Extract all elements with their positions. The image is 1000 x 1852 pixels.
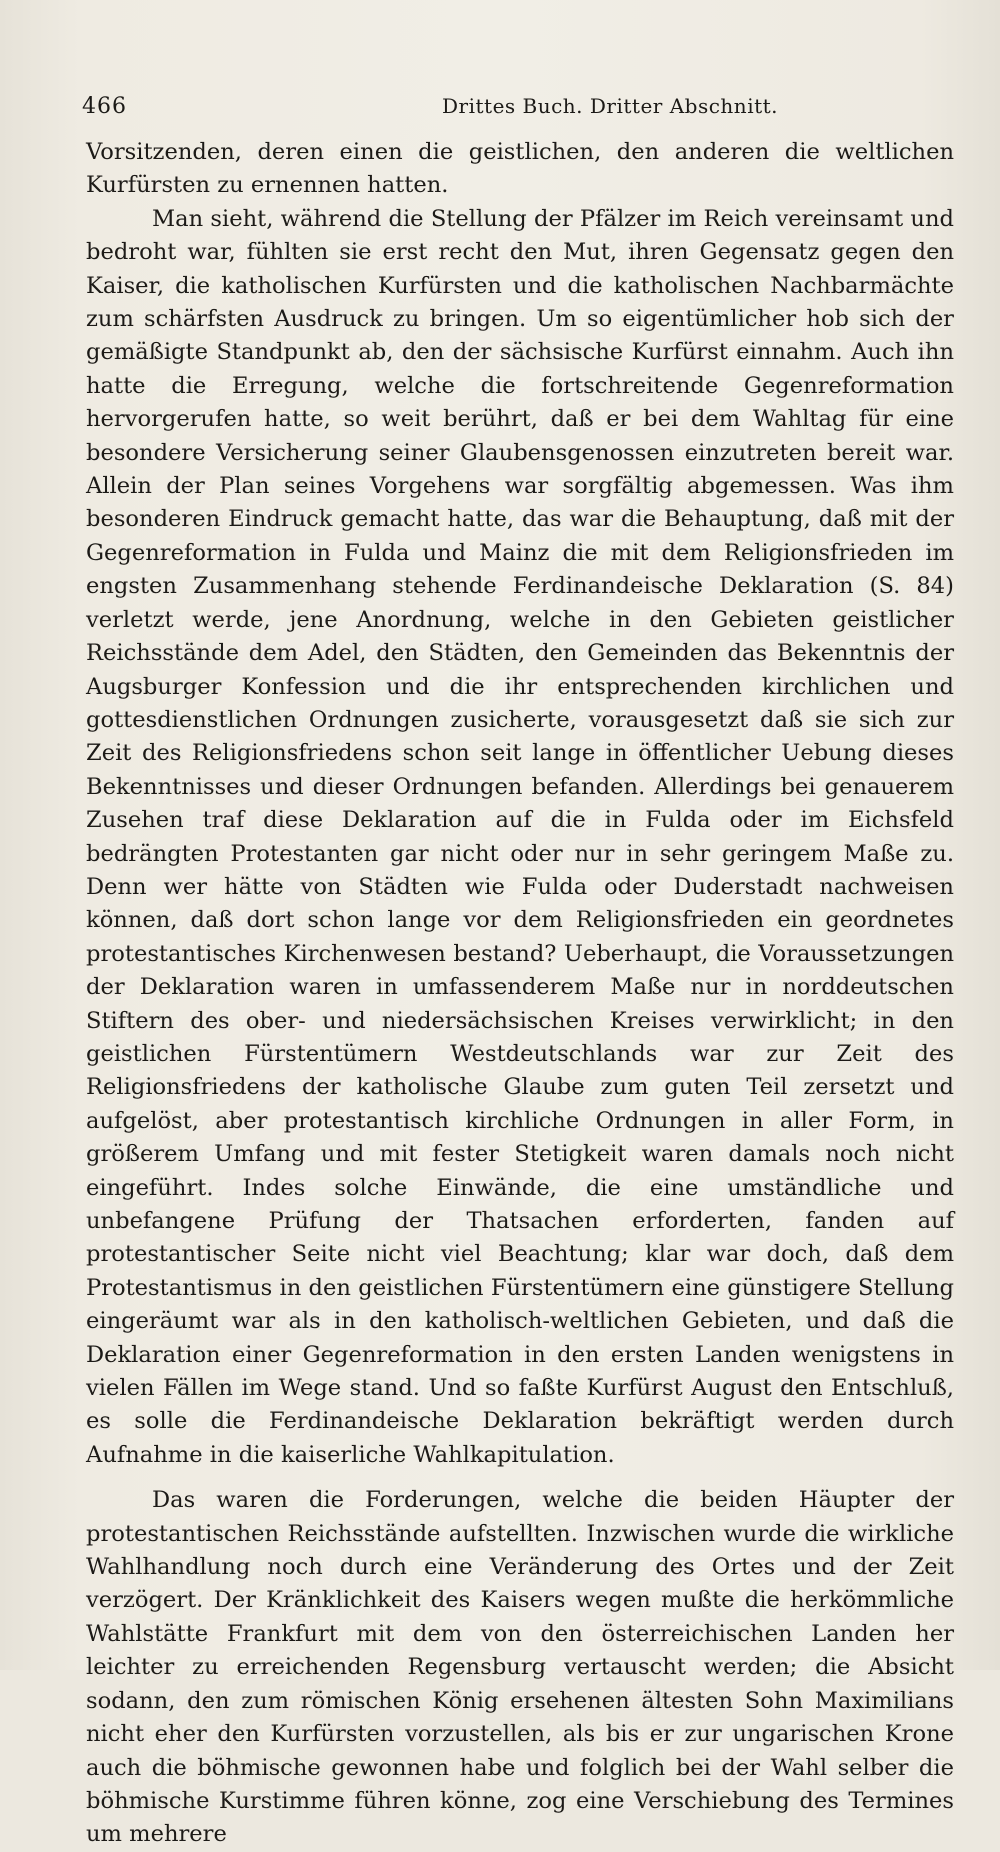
paragraph-continuation: Vorsitzenden, deren einen die geistlichen, den anderen die weltlichen Kurfürsten zu ernennen hatten. [86, 139, 954, 199]
body-text [86, 136, 954, 1852]
paragraph: Man sieht, während die Stellung der Pfälzer im Reich vereinsamt und bedroht war, fühlten sie erst recht den Mut, ihren Gegensatz gegen den Kaiser, die katholischen Kurfürsten und die katholischen Nachbarmächte zum schärfsten Ausdruck zu bringen. Um so eigentümlicher hob sich der gemäßigte Standpunkt ab, den der sächsische Kurfürst einnahm. Auch ihn hatte die Erregung, welche die fortschreitende Gegenreformation hervorgerufen hatte, so weit berührt, daß er bei dem Wahltag für eine besondere Versicherung seiner Glaubensgenossen einzutreten bereit war. Allein der Plan seines Vorgehens war sorgfältig abgemessen. Was ihm besonderen Eindruck gemacht hatte, das war die Behauptung, daß mit der Gegenreformation in Fulda und Mainz die mit dem Religionsfrieden im engsten Zusammenhang stehende Ferdinandeische Deklaration (S. 84) verletzt werde, jene Anordnung, welche in den Gebieten geistlicher Reichsstände dem Adel, den Städten, den Gemeinden das Bekenntnis der Augsburger Konfession und die ihr entsprechenden kirchlichen und gottesdienstlichen Ordnungen zusicherte, vorausgesetzt daß sie sich zur Zeit des Religionsfriedens schon seit lange in öffentlicher Uebung dieses Bekenntnisses und dieser Ordnungen befanden. Allerdings bei genauerem Zusehen traf diese Deklaration auf die in Fulda oder im Eichsfeld bedrängten Protestanten gar nicht oder nur in sehr geringem Maße zu. Denn wer hätte von Städten wie Fulda oder Duderstadt nachweisen können, daß dort schon lange vor dem Religionsfrieden ein geordnetes protestantisches Kirchenwesen bestand? Ueberhaupt, die Voraussetzungen der Deklaration waren in umfassenderem Maße nur in norddeutschen Stiftern des ober- und niedersächsischen Kreises verwirklicht; in den geistlichen Fürstentümern Westdeutschlands war zur Zeit des Religionsfriedens der katholische Glaube zum guten Teil zersetzt und aufgelöst, aber protestantisch kirchliche Ordnungen in aller Form, in größerem Umfang und mit fester Stetigkeit waren damals noch nicht eingeführt. Indes solche Einwände, die eine umständliche und unbefangene Prüfung der Thatsachen erforderten, fanden auf protestantischer Seite nicht viel Beachtung; klar war doch, daß dem Protestantismus in den geistlichen Fürstentümern eine günstigere Stellung eingeräumt war als in den katholisch-weltlichen Gebieten, und daß die Deklaration einer Gegenreformation in den ersten Landen wenigstens in vielen Fällen im Wege stand. Und so faßte Kurfürst August den Entschluß, es solle die Ferdinandeische Deklaration bekräftigt werden durch Aufnahme in die kaiserliche Wahlkapitulation. [86, 205, 954, 1468]
paragraph: Das waren die Forderungen, welche die beiden Häupter der protestantischen Reichsstände aufstellten. Inzwischen wurde die wirkliche Wahlhandlung noch durch eine Veränderung des Ortes und der Zeit verzögert. Der Kränklichkeit des Kaisers wegen mußte die herkömmliche Wahlstätte Frankfurt mit dem von den österreichischen Landen her leichter zu erreichenden Regensburg vertauscht werden; die Absicht sodann, den zum römischen König ersehenen ältesten Sohn Maximilians nicht eher den Kurfürsten vorzustellen, als bis er zur ungarischen Krone auch die böhmische gewonnen habe und folglich bei der Wahl selber die böhmische Kurstimme führen könne, zog eine Verschiebung des Termines um mehrere [86, 1487, 954, 1848]
page-header [82, 92, 942, 126]
running-head: Drittes Buch. Dritter Abschnitt. [442, 94, 779, 118]
page-number: 466 [82, 94, 127, 119]
